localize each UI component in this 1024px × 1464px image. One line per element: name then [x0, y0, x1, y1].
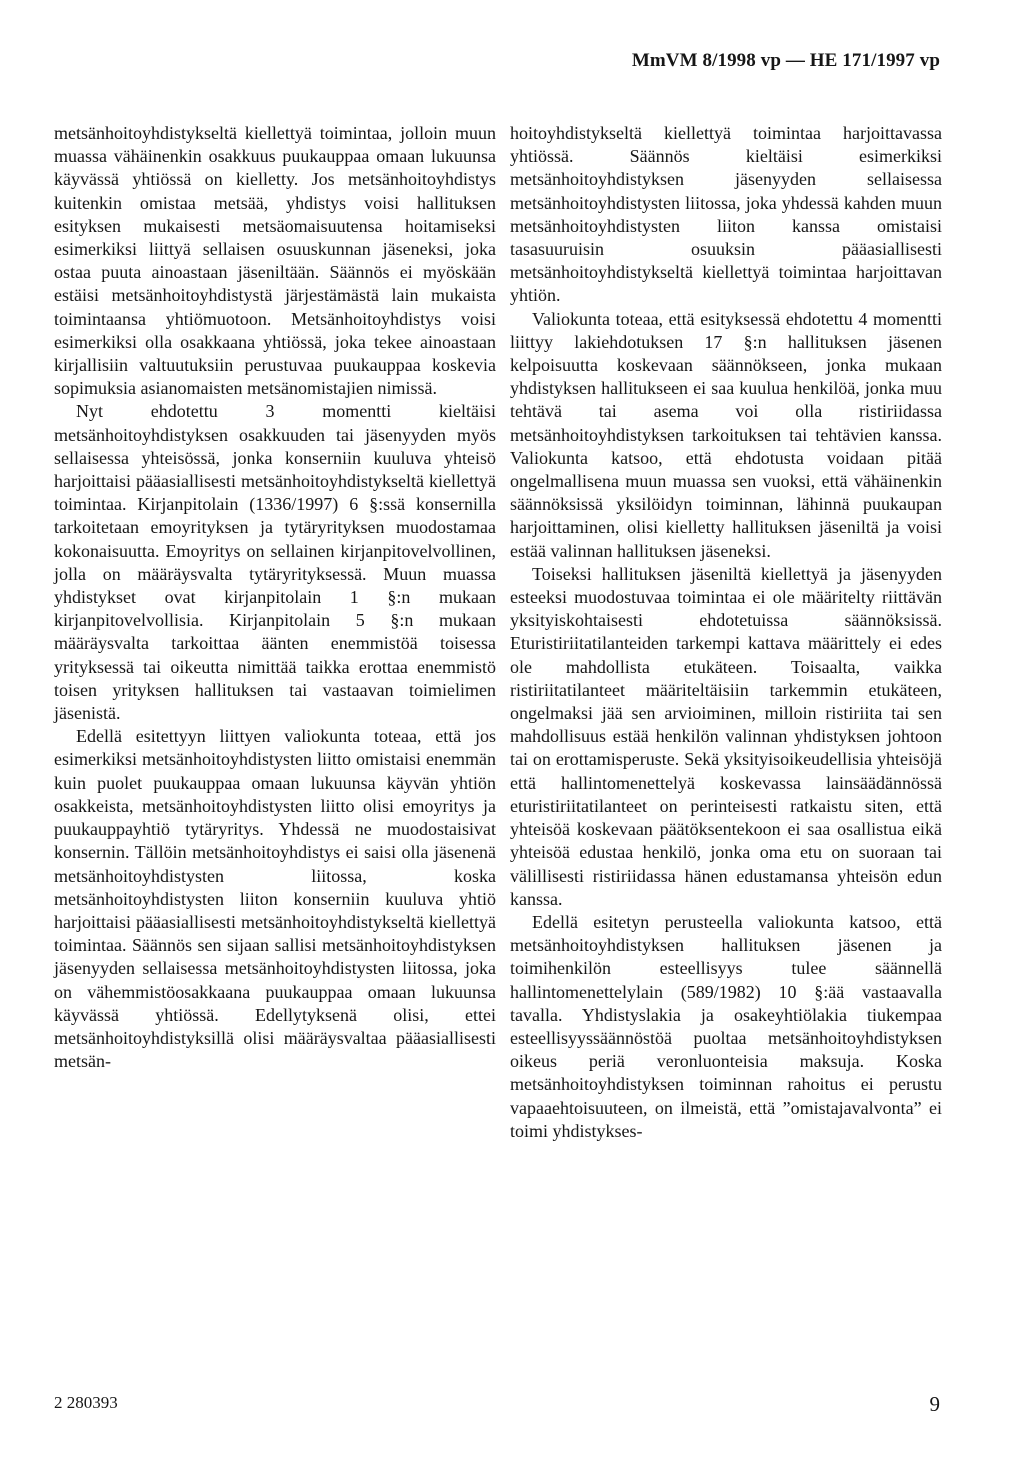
paragraph: Valiokunta toteaa, että esityksessä ehdotettu 4 momentti liittyy lakiehdotuksen 17 §:n hallituksen jäsenen kelpoisuutta koskevaan säännökseen, jonka mukaan yhdistyksen hallitukseen ei saa kuulua henkilöä, jonka muu tehtävä tai asema voi olla ristiriidassa metsänhoitoyhdistyksen tarkoituksen tai tehtävien kanssa. Valiokunta katsoo, että ehdotusta voidaan pitää ongelmallisena muun muassa sen vuoksi, että vähäinenkin säännöksissä yksilöidyn toiminnan, lähinnä puukaupan harjoittaminen, olisi kielletty hallituksen jäseniltä ja voisi estää valinnan hallituksen jäseneksi.: [510, 308, 942, 561]
left-column: [54, 122, 496, 1073]
paragraph: hoitoyhdistykseltä kiellettyä toimintaa harjoittavassa yhtiössä. Säännös kieltäisi esimerkiksi metsänhoitoyhdistyksen jäsenyyden sellaisessa metsänhoitoyhdistysten liitossa, joka yhdessä kahden muun metsänhoitoyhdistysten liiton kanssa omistaisi tasasuuruisin osuuksin pääasiallisesti metsänhoitoyhdistykseltä kiellettyä toimintaa harjoittavan yhtiön.: [510, 123, 942, 306]
paragraph: metsänhoitoyhdistykseltä kiellettyä toimintaa, jolloin muun muassa vähäinenkin osakkuus puukauppaa omaan lukuunsa käyvässä yhtiössä on kielletty. Jos metsänhoitoyhdistys kuitenkin omistaa metsää, yhdistys voisi hallituksen esityksen mukaisesti metsäomaisuutensa hoitamiseksi esimerkiksi liittyä sellaisen osuuskunnan jäseneksi, joka ostaa puuta ainoastaan jäseniltään. Säännös ei myöskään estäisi metsänhoitoyhdistystä järjestämästä lain mukaista toimintaansa yhtiömuotoon. Metsänhoitoyhdistys voisi esimerkiksi olla osakkaana yhtiössä, joka tekee ainoastaan kirjallisiin valtuutuksiin perustuvaa puukauppaa koskevia sopimuksia asianomaisten metsänomistajien nimissä.: [54, 123, 496, 399]
paragraph: Nyt ehdotettu 3 momentti kieltäisi metsänhoitoyhdistyksen osakkuuden tai jäsenyyden myös sellaisessa yhteisössä, jonka konserniin kuuluva yhteisö harjoittaisi pääasiallisesti metsänhoitoyhdistykseltä kiellettyä toimintaa. Kirjanpitolain (1336/1997) 6 §:ssä konsernilla tarkoitetaan emoyrityksen ja tytäryrityksen muodostamaa kokonaisuutta. Emoyritys on sellainen kirjanpitovelvollinen, jolla on määräysvalta tytäryrityksessä. Muun muassa yhdistykset ovat kirjanpitolain 1 §:n mukaan kirjanpitovelvollisia. Kirjanpitolain 5 §:n mukaan määräysvalta tarkoittaa äänten enemmistöä toisessa yrityksessä tai oikeutta nimittää taikka erottaa enemmistö toisen yrityksen hallituksen tai vastaavan toimielimen jäsenistä.: [54, 401, 496, 724]
paragraph: Edellä esitettyyn liittyen valiokunta toteaa, että jos esimerkiksi metsänhoitoyhdistysten liitto omistaisi enemmän kuin puolet puukauppaa omaan lukuunsa käyvän yhtiön osakkeista, metsänhoitoyhdistysten liitto olisi emoyritys ja puukauppayhtiö tytäryritys. Yhdessä ne muodostaisivat konsernin. Tällöin metsänhoitoyhdistys ei saisi olla jäsenenä metsänhoitoyhdistysten liitossa, koska metsänhoitoyhdistysten liiton konserniin kuuluva yhtiö harjoittaisi pääasiallisesti metsänhoitoyhdistykseltä kiellettyä toimintaa. Säännös sen sijaan sallisi metsänhoitoyhdistyksen jäsenyyden sellaisessa metsänhoitoyhdistysten liitossa, joka on vähemmistöosakkaana puukauppaa omaan lukuunsa käyvässä yhtiössä. Edellytyksenä olisi, ettei metsänhoitoyhdistyksillä olisi määräysvaltaa pääasiallisesti metsän-: [54, 726, 496, 1072]
paragraph: Toiseksi hallituksen jäseniltä kiellettyä ja jäsenyyden esteeksi muodostuvaa toimintaa ei ole määritelty riittävän yksityiskohtaisesti ehdotetuissa säännöksissä. Eturistiriitatilanteiden tarkempi kattava määrittely ei edes ole mahdollista etukäteen. Toisaalta, vaikka ristiriitatilanteet määriteltäisiin tarkemmin etukäteen, ongelmaksi jää sen arvioiminen, milloin ristiriita tai sen mahdollisuus estää henkilön valinnan yhdistyksen johtoon tai on erottamisperuste. Sekä yksityisoikeudellisia yhteisöjä että hallintomenettelyä koskevassa lainsäädännössä eturistiriitatilanteet on perinteisesti ratkaistu siten, että yhteisöä koskevaan päätöksentekoon ei saa osallistua eikä yhteisöä edustaa henkilö, jonka oma etu on suoraan tai välillisesti ristiriidassa hänen edustamansa yhteisön edun kanssa.: [510, 563, 942, 909]
footer-print-code: 2 280393: [54, 1393, 118, 1412]
page-header: MmVM 8/1998 vp — HE 171/1997 vp: [631, 50, 940, 71]
paragraph: Edellä esitetyn perusteella valiokunta katsoo, että metsänhoitoyhdistyksen hallituksen jäsenen ja toimihenkilön esteellisyys tulee säännellä hallintomenettelylain (589/1982) 10 §:ää vastaavalla tavalla. Yhdistyslakia ja osakeyhtiölakia tiukempaa esteellisyyssäännöstöä puoltaa metsänhoitoyhdistyksen oikeus periä veronluonteisia maksuja. Koska metsänhoitoyhdistyksen toiminnan rahoitus ei perustu vapaaehtoisuuteen, on ilmeistä, että ”omistajavalvonta” ei toimi yhdistykses-: [510, 911, 942, 1141]
right-column: [510, 122, 942, 1143]
page-number: 9: [929, 1392, 940, 1416]
